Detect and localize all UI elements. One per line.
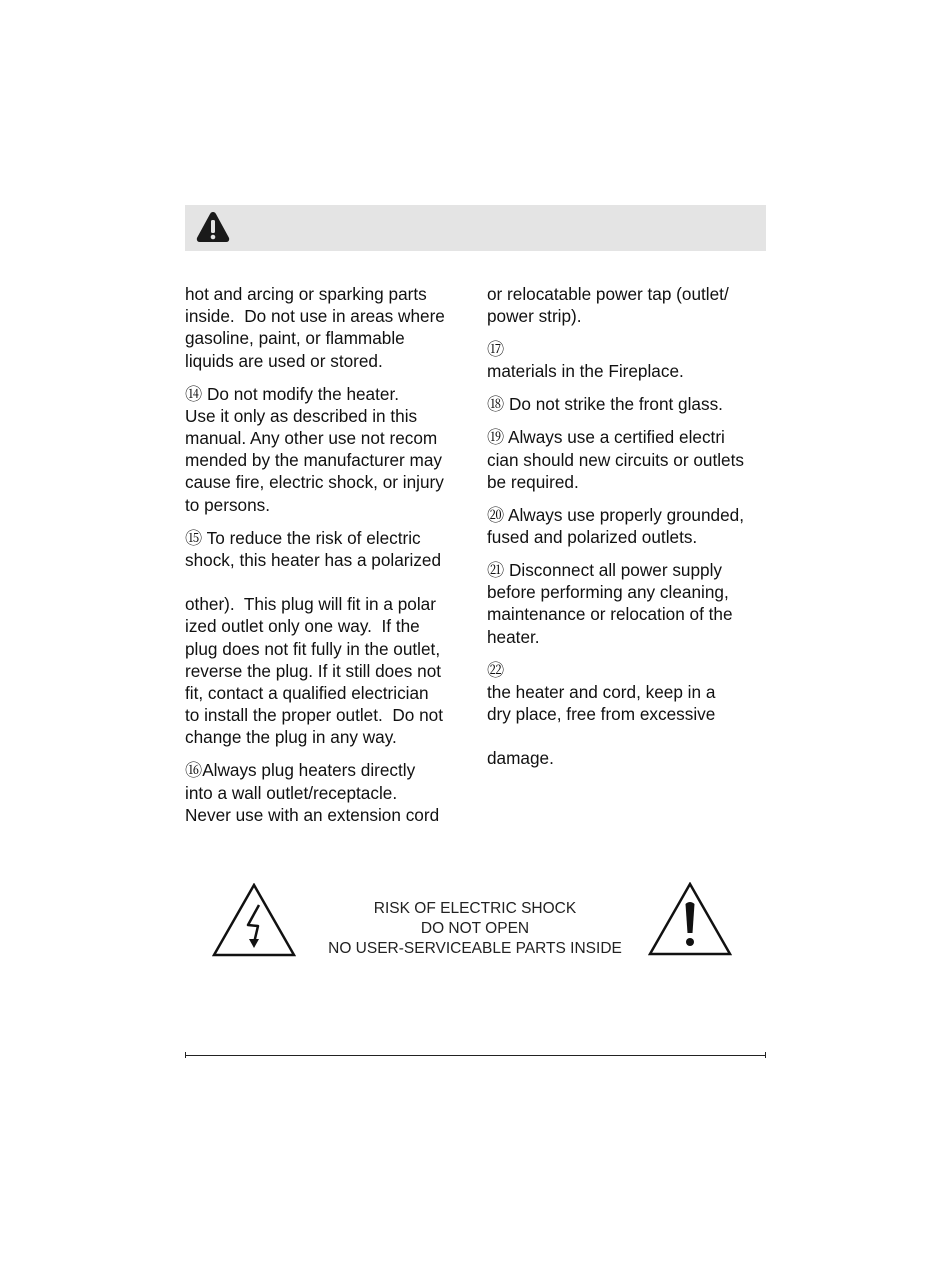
text-line: power strip). xyxy=(487,306,582,327)
text-line: other). This plug will fit in a polar xyxy=(185,594,436,615)
text-line: manual. Any other use not recom xyxy=(185,428,438,449)
text-line: before performing any cleaning, xyxy=(487,582,729,603)
instruction-paragraph xyxy=(185,383,470,516)
caution-label xyxy=(300,899,650,959)
text-line: dry place, free from excessive xyxy=(487,704,716,725)
caution-line: RISK OF ELECTRIC SHOCK xyxy=(373,900,577,917)
text-line: to install the proper outlet. Do not xyxy=(185,705,443,726)
text-line: to persons. xyxy=(185,494,271,515)
text-line: mended by the manufacturer may xyxy=(185,450,442,471)
text-line: ized outlet only one way. If the xyxy=(185,616,420,637)
text-line: reverse the plug. If it still does not xyxy=(185,660,442,681)
text-line: inside. Do not use in areas where xyxy=(185,306,445,327)
blank-line xyxy=(185,571,470,593)
footer-rule-cap-left xyxy=(185,1052,186,1058)
text-line: maintenance or relocation of the xyxy=(487,604,733,625)
text-line: ㉒ xyxy=(487,659,505,680)
instruction-paragraph xyxy=(487,559,772,648)
text-line: liquids are used or stored. xyxy=(185,350,383,371)
text-line: shock, this heater has a polarized xyxy=(185,549,442,570)
text-line: damage. xyxy=(487,748,554,769)
instruction-paragraph xyxy=(487,393,772,415)
instruction-paragraph xyxy=(185,283,470,372)
text-line: or relocatable power tap (outlet/ xyxy=(487,284,729,304)
text-line: plug does not fit fully in the outlet, xyxy=(185,638,441,659)
text-line: Never use with an extension cord xyxy=(185,804,440,825)
text-line: ⑰ xyxy=(487,339,505,360)
text-line: gasoline, paint, or flammable xyxy=(185,328,405,349)
instruction-paragraph xyxy=(487,659,772,770)
caution-line: NO USER-SERVICEABLE PARTS INSIDE xyxy=(328,940,622,957)
text-line: change the plug in any way. xyxy=(185,727,397,748)
text-line: ㉑ Disconnect all power supply xyxy=(487,560,723,581)
footer-rule-cap-right xyxy=(765,1052,766,1058)
text-line: ⑭ Do not modify the heater. xyxy=(185,383,400,404)
text-line: ⑯Always plug heaters directly xyxy=(185,760,416,781)
instruction-paragraph xyxy=(487,504,772,548)
text-line: ⑳ Always use properly grounded, xyxy=(487,504,744,525)
text-line: be required. xyxy=(487,471,579,492)
text-line: heater. xyxy=(487,626,540,647)
instruction-paragraph xyxy=(185,759,470,826)
electric-shock-warning-icon xyxy=(212,883,296,957)
instruction-paragraph xyxy=(185,527,470,749)
text-line: cause fire, electric shock, or injury xyxy=(185,472,444,493)
warning-triangle-icon xyxy=(195,210,231,244)
text-line: hot and arcing or sparking parts xyxy=(185,284,427,304)
warning-header-band xyxy=(185,205,766,251)
text-line: Use it only as described in this xyxy=(185,405,418,426)
text-line: cian should new circuits or outlets xyxy=(487,449,744,470)
blank-line xyxy=(487,725,772,747)
text-line: ⑲ Always use a certified electri xyxy=(487,427,725,448)
caution-line: DO NOT OPEN xyxy=(420,920,530,937)
text-line: fused and polarized outlets. xyxy=(487,527,698,548)
left-text-column xyxy=(185,283,470,837)
text-line: fit, contact a qualified electrician xyxy=(185,683,429,704)
text-line: ⑱ Do not strike the front glass. xyxy=(487,394,723,415)
footer-rule xyxy=(185,1055,766,1056)
instruction-paragraph xyxy=(487,338,772,382)
exclamation-warning-icon xyxy=(648,882,732,956)
right-text-column xyxy=(487,283,772,780)
text-line: the heater and cord, keep in a xyxy=(487,681,716,702)
instruction-paragraph xyxy=(487,283,772,327)
text-line: ⑮ To reduce the risk of electric xyxy=(185,527,421,548)
text-line: into a wall outlet/receptacle. xyxy=(185,782,398,803)
instruction-paragraph xyxy=(487,426,772,493)
text-line: materials in the Fireplace. xyxy=(487,361,684,382)
